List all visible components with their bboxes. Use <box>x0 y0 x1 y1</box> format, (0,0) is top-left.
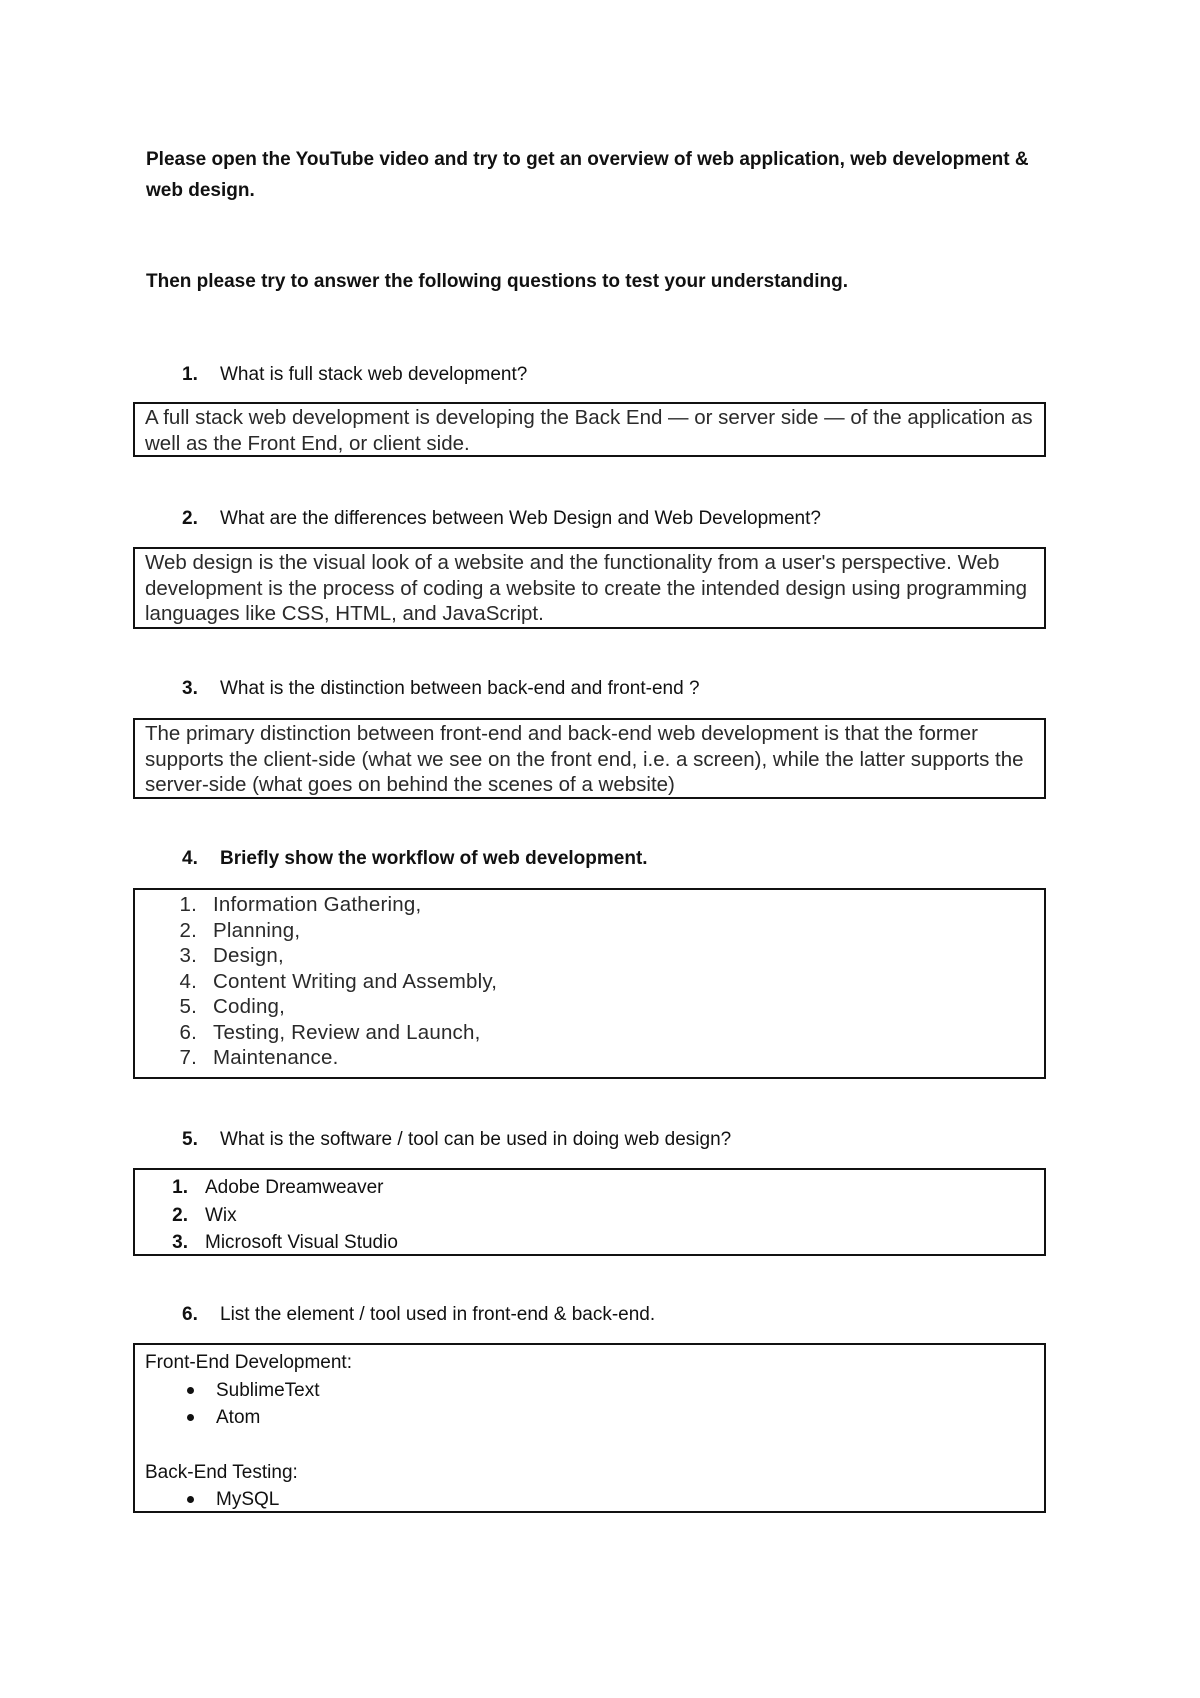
question-2 <box>182 507 821 531</box>
question-text: List the element / tool used in front-end & back-end. <box>220 1304 656 1325</box>
answer-text: Web design is the visual look of a website and the functionality from a user's perspective. Web development is the process of coding a website to create the intended design using programming languages like CSS, HTML, and JavaScript. <box>145 551 1028 625</box>
list-item <box>145 1377 1034 1405</box>
list-item <box>135 969 1044 995</box>
question-text: What is full stack web development? <box>220 364 528 385</box>
front-back-end-tools <box>135 1345 1044 1514</box>
back-end-heading: Back-End Testing: <box>145 1461 298 1483</box>
list-text: Content Writing and Assembly, <box>213 969 498 993</box>
list-number: 1. <box>172 1177 188 1198</box>
back-end-list <box>145 1486 1034 1514</box>
front-end-list <box>145 1377 1034 1432</box>
list-text: Design, <box>213 944 284 967</box>
list-text: Information Gathering, <box>213 893 422 916</box>
list-item <box>135 943 1044 969</box>
list-item <box>135 1229 1044 1257</box>
question-6 <box>182 1303 655 1327</box>
question-text: What is the software / tool can be used in doing web design? <box>220 1129 732 1150</box>
question-4 <box>182 847 648 871</box>
question-1 <box>182 363 527 387</box>
bullet-icon <box>187 1414 194 1421</box>
list-text: Coding, <box>213 995 286 1018</box>
list-number: 7. <box>179 1046 197 1069</box>
question-5 <box>182 1128 731 1152</box>
question-text: What is the distinction between back-end and front-end ? <box>220 678 700 699</box>
list-number: 2. <box>172 1204 188 1226</box>
answer-box-1 <box>133 402 1046 457</box>
question-number: 6. <box>182 1304 198 1325</box>
question-number: 1. <box>182 364 198 385</box>
list-text: Maintenance. <box>213 1046 339 1069</box>
intro-instruction: Please open the YouTube video and try to get an overview of web application, web development & web design. <box>146 149 1029 201</box>
list-text: Adobe Dreamweaver <box>205 1177 384 1198</box>
question-text: What are the differences between Web Design and Web Development? <box>220 508 821 529</box>
question-number: 3. <box>182 678 198 699</box>
list-number: 5. <box>179 995 197 1018</box>
list-item <box>135 1174 1044 1202</box>
list-number: 3. <box>179 944 197 967</box>
answer-text: The primary distinction between front-end and back-end web development is that the former supports the client-side (what we see on the front end, i.e. a screen), while the latter supports the server-side (what goes on behind the scenes of a website) <box>145 722 1024 796</box>
question-text: Briefly show the workflow of web development. <box>220 848 648 869</box>
list-item <box>135 918 1044 944</box>
list-item <box>135 892 1044 918</box>
list-text: Wix <box>205 1204 237 1226</box>
answer-box-5 <box>133 1168 1046 1256</box>
workflow-list <box>135 890 1044 1071</box>
answer-text: A full stack web development is developing the Back End — or server side — of the application as well as the Front End, or client side. <box>145 406 1033 455</box>
list-text: MySQL <box>216 1489 280 1510</box>
list-item <box>145 1404 1034 1432</box>
list-text: SublimeText <box>216 1379 320 1401</box>
question-number: 2. <box>182 508 198 529</box>
list-number: 6. <box>179 1020 197 1044</box>
bullet-icon <box>187 1496 194 1503</box>
list-item <box>145 1486 1034 1514</box>
list-text: Atom <box>216 1407 261 1428</box>
question-3 <box>182 677 700 701</box>
front-end-heading: Front-End Development: <box>145 1352 352 1373</box>
question-number: 4. <box>182 848 198 869</box>
list-text: Microsoft Visual Studio <box>205 1232 398 1253</box>
question-number: 5. <box>182 1129 198 1150</box>
list-text: Testing, Review and Launch, <box>213 1020 481 1044</box>
design-tools-list <box>135 1170 1044 1257</box>
list-item <box>135 1020 1044 1046</box>
list-number: 3. <box>172 1232 188 1253</box>
answer-box-4 <box>133 888 1046 1079</box>
bullet-icon <box>187 1387 194 1394</box>
answer-box-6 <box>133 1343 1046 1513</box>
list-item <box>135 994 1044 1020</box>
list-text: Planning, <box>213 918 301 942</box>
list-item <box>135 1202 1044 1230</box>
list-number: 1. <box>179 893 197 916</box>
list-item <box>135 1045 1044 1071</box>
list-number: 2. <box>179 918 197 942</box>
prompt-instruction: Then please try to answer the following questions to test your understanding. <box>146 271 849 292</box>
answer-box-3 <box>133 718 1046 799</box>
answer-box-2 <box>133 547 1046 629</box>
list-number: 4. <box>179 969 197 993</box>
